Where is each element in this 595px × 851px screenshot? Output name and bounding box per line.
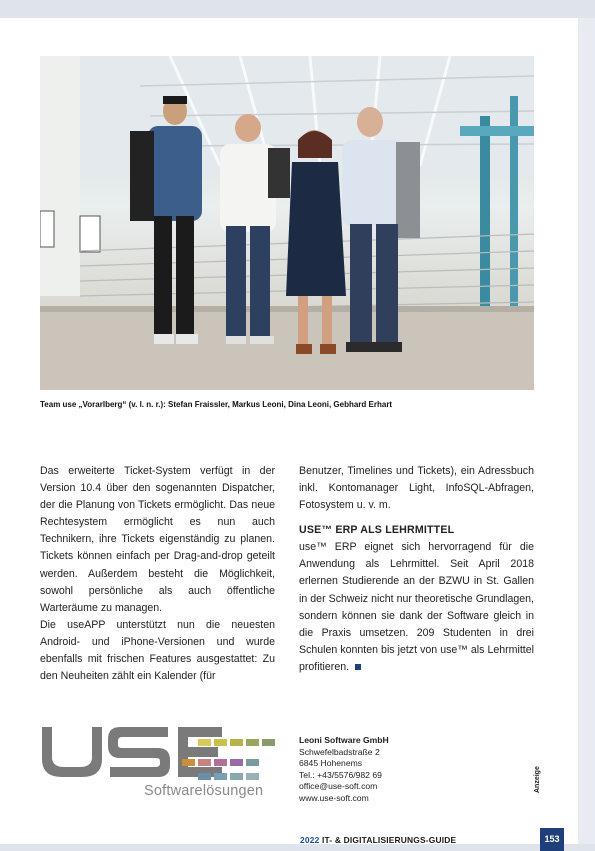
section-heading: USE™ ERP ALS LEHRMITTEL xyxy=(299,524,455,537)
photo-caption: Team use „Vorarlberg“ (v. l. n. r.): Stefan Fraissler, Markus Leoni, Dina Leoni, Gebhard Erhart xyxy=(40,400,393,409)
phone-number: Tel.: +43/5576/982 69 xyxy=(299,769,382,780)
page-number: 153 xyxy=(540,828,564,851)
footer-guide-name: IT- & DIGITALISIERUNGS-GUIDE xyxy=(321,835,457,845)
street-address: Schwefelbadstraße 2 xyxy=(299,746,380,757)
company-name: Leoni Software GmbH xyxy=(299,735,389,745)
website-link[interactable]: www.use-soft.com xyxy=(299,792,369,803)
team-photo-illustration xyxy=(40,56,534,390)
right-paragraph-2-text: use™ ERP eignet sich hervorragend für die Anwendung als Lehrmittel. Seit April 2018 erlernen Studierende an der BZWU in St. Gallen in der Schweiz nicht nur theoretische Grundlagen, sondern können sie dank der Software gleich in die Praxis umsetzen. 209 Studenten in drei Schulen konnten bis jetzt von use™ als Lehrmittel profitieren. xyxy=(299,541,534,673)
city-address: 6845 Hohenems xyxy=(299,758,363,769)
logo-subtitle: Softwarelösungen xyxy=(144,783,264,799)
email-link[interactable]: office@use-soft.com xyxy=(299,781,378,792)
right-column xyxy=(299,463,534,676)
advert-label: Anzeige xyxy=(534,766,541,793)
left-paragraph-2: Die useAPP unterstützt nun die neuesten Android- und iPhone-Versionen und wurde ebenfalls mit frischen Features ausgestattet: Zu den Neuheiten zählt ein Kalender (für xyxy=(40,618,275,683)
right-paragraph-1: Benutzer, Timelines und Tickets), ein Adressbuch inkl. Kontomanager Light, InfoSQL-Abfragen, Fotosystem u. v. m. xyxy=(299,465,534,512)
end-mark-icon xyxy=(355,664,361,670)
left-column xyxy=(40,463,275,685)
team-photo xyxy=(40,56,534,390)
use-wordmark xyxy=(40,723,280,783)
left-paragraph-1: Das erweiterte Ticket-System verfügt in der Version 10.4 über den sogenannten Dispatcher, der die Planung von Tickets ermöglicht. Das neue Rechtesystem ermöglicht es nun auch Technikern, ihre Tickets eigenständig zu planen. Tickets können einfach per Drag-and-drop geteilt werden. Außerdem besteht die Möglichkeit, sowohl persönliche als auch öffentliche Warteräume zu managen. xyxy=(40,465,275,614)
page xyxy=(0,18,578,844)
page-edge xyxy=(578,18,595,844)
use-logo xyxy=(40,723,280,803)
contact-block xyxy=(299,735,389,805)
footer-year: 2022 xyxy=(300,835,320,845)
right-paragraph-2 xyxy=(299,539,534,676)
